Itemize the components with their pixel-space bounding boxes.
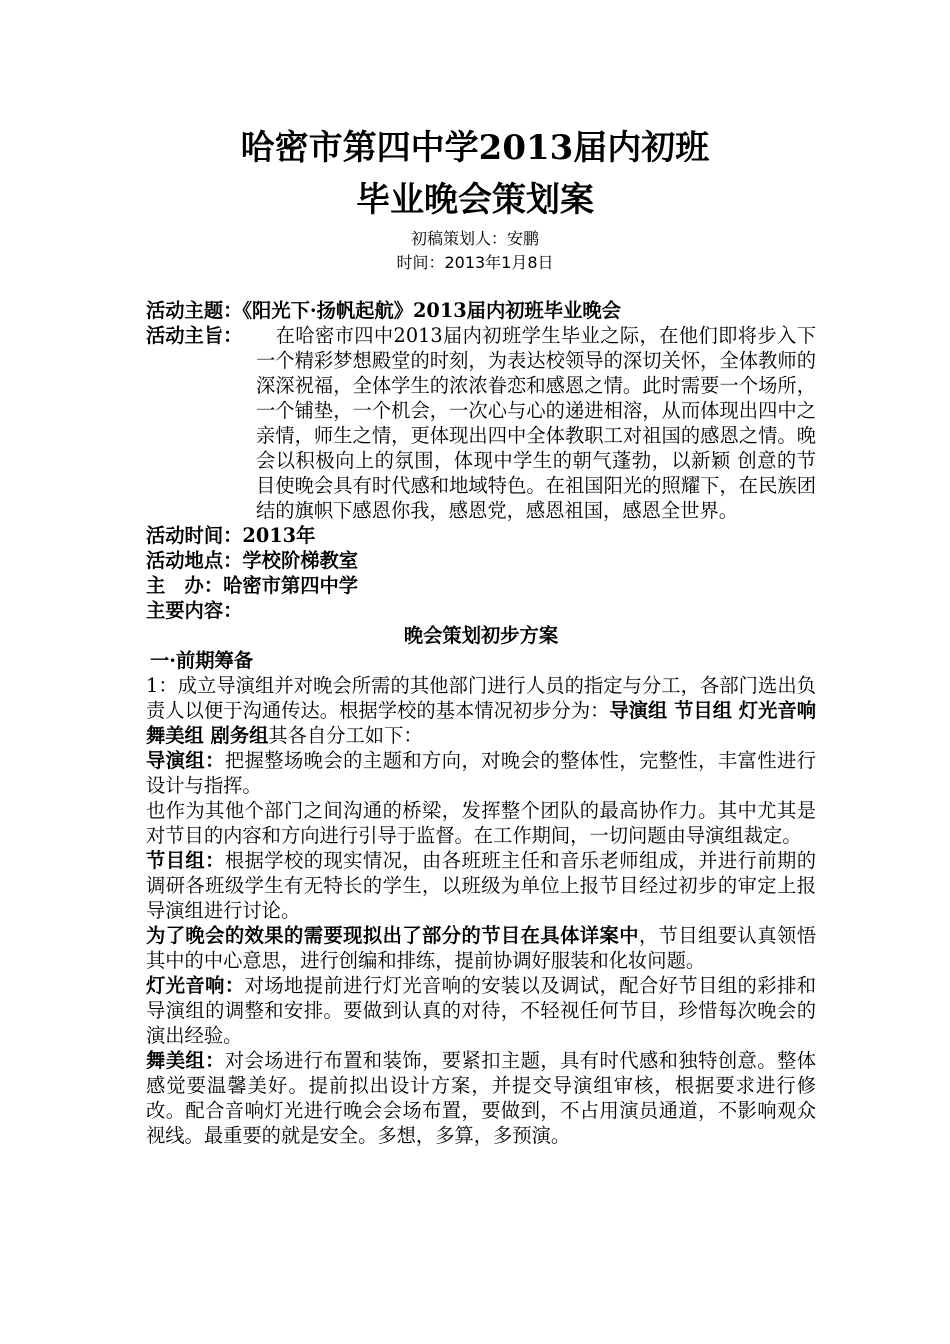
paragraph-director-2: 也作为其他个部门之间沟通的桥梁，发挥整个团队的最高协作力。其中尤其是对节目的内容和方向进行引导于监督。在工作期间，一切问题由导演组裁定。 bbox=[146, 799, 816, 847]
time-line bbox=[146, 523, 816, 548]
program-label: 节目组： bbox=[146, 849, 225, 872]
paragraph-program-2 bbox=[146, 923, 816, 973]
document-title-line2: 毕业晚会策划案 bbox=[356, 180, 594, 220]
light-label: 灯光音响： bbox=[146, 974, 245, 997]
light-text: 对场地提前进行灯光音响的安装以及调试，配合好节目组的彩排和导演组的调整和安排。要做到认真的对待，不轻视任何节目，珍惜每次晚会的演出经验。 bbox=[146, 974, 816, 1047]
content-label: 主要内容： bbox=[146, 599, 243, 622]
theme-value: 《阳光下·扬帆起航》2013届内初班毕业晚会 bbox=[242, 299, 621, 322]
host-line bbox=[146, 573, 816, 598]
director-text: 把握整场晚会的主题和方向，对晚会的整体性，完整性，丰富性进行设计与指挥。 bbox=[146, 749, 816, 797]
paragraph-stage bbox=[146, 1048, 816, 1148]
section-heading-1: 一·前期筹备 bbox=[150, 649, 254, 672]
author-line: 初稿策划人：安鹏 bbox=[410, 229, 539, 248]
document-title-line1: 哈密市第四中学2013届内初班 bbox=[240, 128, 710, 168]
paragraph-program bbox=[146, 848, 816, 923]
aim-text-content: 在哈密市四中2013届内初班学生毕业之际，在他们即将步入下一个精彩梦想殿堂的时刻，为表达校领导的深切关怀，全体教师的深深祝福，全体学生的浓浓眷恋和感恩之情。此时需要一个场所，一个铺垫，一个机会，一次心与心的递进相溶，从而体现出四中之亲情，师生之情，更体现出四中全体教职工对祖国的感恩之情。晚会以积极向上的氛围，体现中学生的朝气蓬勃，以新颖 创意的节目使晚会具有时代感和地域特色。在祖国阳光的照耀下，在民族团结的旗帜下感恩你我，感恩党，感恩祖国，感恩全世界。 bbox=[256, 324, 816, 522]
place-label: 活动地点： bbox=[146, 549, 243, 572]
division-tail: 其各自分工如下： bbox=[268, 724, 423, 747]
program-bold-text: 为了晚会的效果的需要现拟出了部分的节目在具体详案中 bbox=[146, 924, 639, 947]
theme-line bbox=[146, 298, 816, 323]
director-label: 导演组： bbox=[146, 749, 225, 772]
document-body bbox=[146, 298, 816, 1148]
division-groups: 导演组 节目组 灯光音响 舞美组 剧务组 bbox=[146, 699, 816, 747]
aim-block bbox=[146, 323, 816, 523]
stage-text: 对会场进行布置和装饰，要紧扣主题，具有时代感和独特创意。整体感觉要温馨美好。提前拟出设计方案，并提交导演组审核，根据要求进行修改。配合音响灯光进行晚会会场布置，要做到，不占用演员通道，不影响观众视线。最重要的就是安全。多想，多算，多预演。 bbox=[146, 1049, 816, 1147]
paragraph-director bbox=[146, 748, 816, 798]
host-label: 主 办： bbox=[146, 574, 224, 597]
host-value: 哈密市第四中学 bbox=[223, 574, 359, 597]
aim-text bbox=[256, 323, 816, 523]
paragraph-division bbox=[146, 673, 816, 748]
date-line: 时间：2013年1月8日 bbox=[396, 253, 554, 272]
time-value: 2013年 bbox=[242, 524, 316, 547]
stage-label: 舞美组： bbox=[146, 1049, 225, 1072]
place-value: 学校阶梯教室 bbox=[242, 549, 359, 572]
division-text: 1：成立导演组并对晚会所需的其他部门进行人员的指定与分工，各部门选出负责人以便于沟通传达。根据学校的基本情况初步分为： bbox=[146, 674, 816, 722]
theme-label: 活动主题： bbox=[146, 299, 243, 322]
paragraph-light bbox=[146, 973, 816, 1048]
plan-heading: 晚会策划初步方案 bbox=[403, 624, 559, 647]
program-text-2: ，节目组要认真领悟其中的中心意思，进行创编和排练，提前协调好服装和化妆问题。 bbox=[146, 924, 816, 972]
program-text: 根据学校的现实情况，由各班班主任和音乐老师组成，并进行前期的调研各班级学生有无特长的学生，以班级为单位上报节目经过初步的审定上报导演组进行讨论。 bbox=[146, 849, 816, 922]
aim-label: 活动主旨： bbox=[146, 324, 243, 347]
time-label: 活动时间： bbox=[146, 524, 243, 547]
place-line bbox=[146, 548, 816, 573]
